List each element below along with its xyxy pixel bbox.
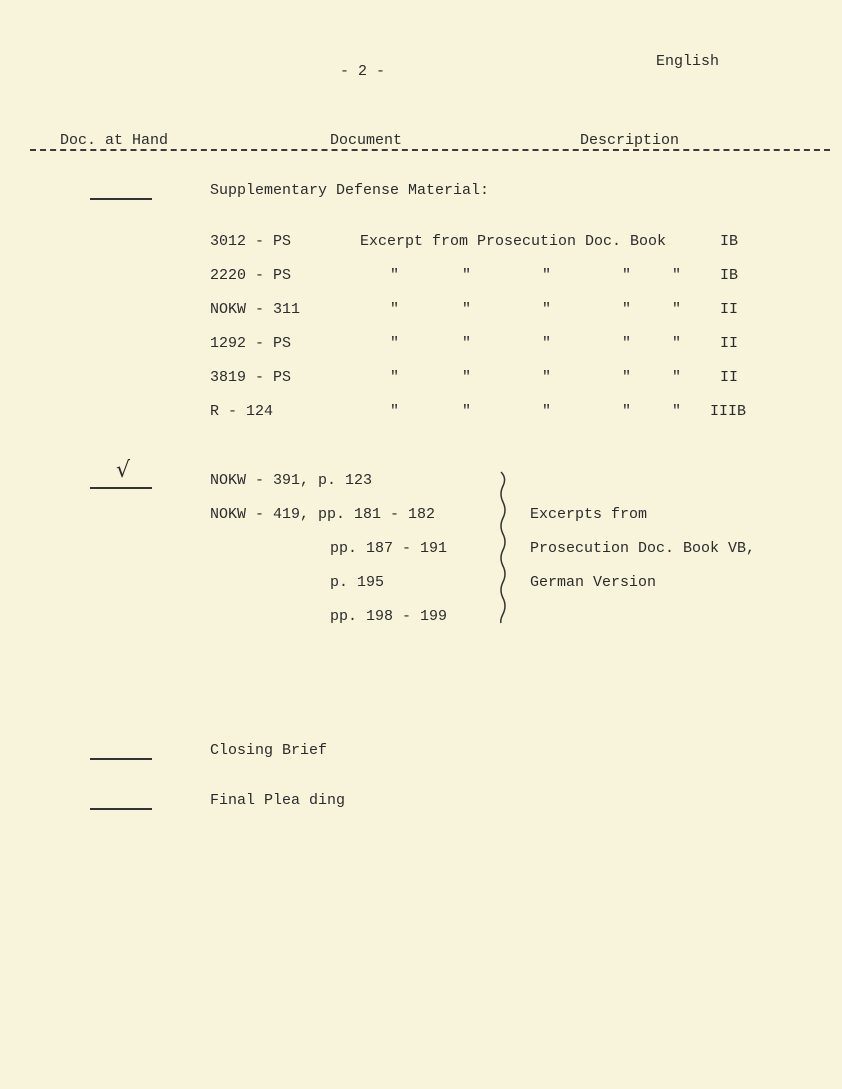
ditto-mark: " <box>390 335 400 352</box>
nokw-line: pp. 198 - 199 <box>330 608 448 625</box>
doc-at-hand-blank <box>90 808 152 810</box>
doc-description: Excerpt from Prosecution Doc. Book <box>360 233 667 250</box>
page-number: - 2 - <box>340 63 386 80</box>
ditto-mark: " <box>462 403 472 420</box>
doc-at-hand-blank <box>90 487 152 489</box>
ditto-mark: " <box>390 403 400 420</box>
handwritten-checkmark: √ <box>116 458 131 483</box>
doc-book: II <box>720 369 739 386</box>
ditto-mark: " <box>390 301 400 318</box>
column-doc-at-hand: Doc. at Hand <box>60 132 169 149</box>
ditto-mark: " <box>672 403 682 420</box>
ditto-mark: " <box>672 369 682 386</box>
doc-number: 2220 - PS <box>210 267 292 284</box>
section-title: Supplementary Defense Material: <box>210 182 490 199</box>
doc-number: 1292 - PS <box>210 335 292 352</box>
language-label: English <box>656 53 720 70</box>
ditto-mark: " <box>542 403 552 420</box>
nokw-line: NOKW - 419, pp. 181 - 182 <box>210 506 436 523</box>
ditto-mark: " <box>390 267 400 284</box>
ditto-mark: " <box>622 403 632 420</box>
doc-at-hand-blank <box>90 758 152 760</box>
ditto-mark: " <box>462 267 472 284</box>
nokw-line: p. 195 <box>330 574 385 591</box>
ditto-mark: " <box>672 301 682 318</box>
excerpt-description: Prosecution Doc. Book VB, <box>530 540 756 557</box>
doc-number: NOKW - 311 <box>210 301 301 318</box>
ditto-mark: " <box>390 369 400 386</box>
ditto-mark: " <box>622 301 632 318</box>
nokw-line: pp. 187 - 191 <box>330 540 448 557</box>
column-document: Document <box>330 132 403 149</box>
final-pleading: Final Plea ding <box>210 792 346 809</box>
excerpt-description: German Version <box>530 574 657 591</box>
doc-book: IB <box>720 233 739 250</box>
ditto-mark: " <box>542 369 552 386</box>
ditto-mark: " <box>542 301 552 318</box>
ditto-mark: " <box>462 369 472 386</box>
doc-number: 3012 - PS <box>210 233 292 250</box>
ditto-mark: " <box>622 267 632 284</box>
ditto-mark: " <box>622 369 632 386</box>
header-rule <box>30 149 830 151</box>
doc-book: IB <box>720 267 739 284</box>
excerpt-description: Excerpts from <box>530 506 648 523</box>
doc-book: II <box>720 335 739 352</box>
ditto-mark: " <box>462 301 472 318</box>
doc-book: II <box>720 301 739 318</box>
doc-at-hand-blank <box>90 198 152 200</box>
doc-number: 3819 - PS <box>210 369 292 386</box>
grouping-brace <box>497 470 517 625</box>
ditto-mark: " <box>462 335 472 352</box>
nokw-line: NOKW - 391, p. 123 <box>210 472 373 489</box>
ditto-mark: " <box>672 267 682 284</box>
doc-book: IIIB <box>710 403 747 420</box>
ditto-mark: " <box>542 335 552 352</box>
column-description: Description <box>580 132 680 149</box>
doc-number: R - 124 <box>210 403 274 420</box>
ditto-mark: " <box>542 267 552 284</box>
ditto-mark: " <box>622 335 632 352</box>
closing-brief: Closing Brief <box>210 742 328 759</box>
ditto-mark: " <box>672 335 682 352</box>
